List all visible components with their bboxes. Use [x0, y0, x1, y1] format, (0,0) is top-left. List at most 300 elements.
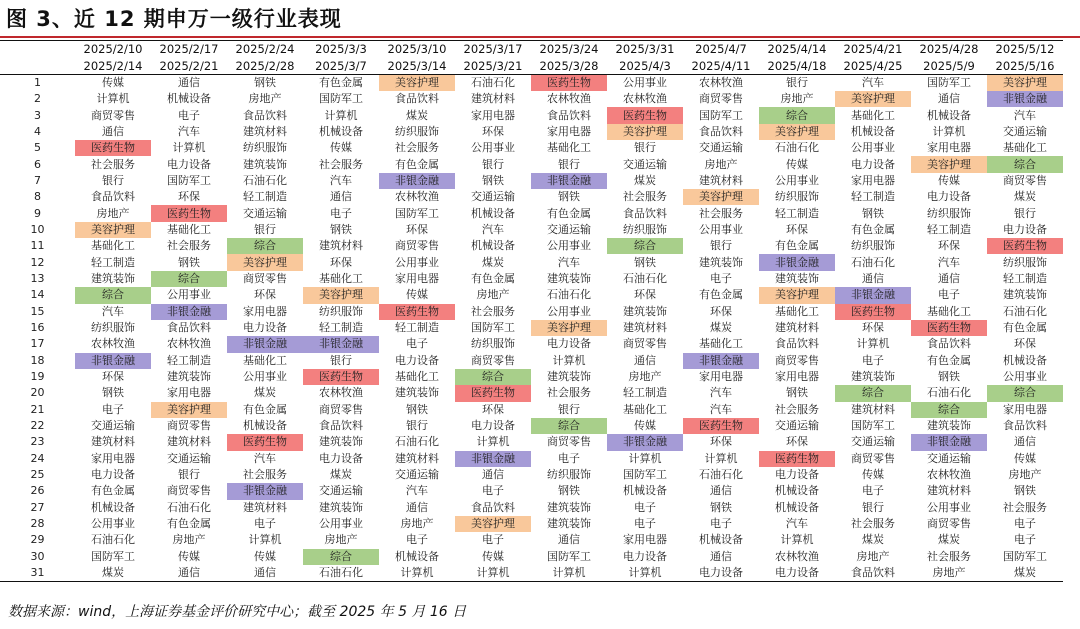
industry-cell: 建筑装饰	[851, 370, 895, 384]
industry-cell: 机械设备	[91, 500, 135, 514]
industry-cell: 汽车	[786, 517, 808, 531]
industry-cell: 美容护理	[379, 74, 455, 91]
industry-cell: 食品饮料	[835, 565, 911, 582]
industry-cell: 有色金属	[319, 75, 363, 89]
industry-cell: 建筑装饰	[927, 419, 971, 433]
industry-cell: 食品饮料	[775, 337, 819, 351]
industry-cell: 非银金融	[455, 451, 531, 467]
industry-cell: 传媒	[254, 549, 276, 563]
industry-cell: 汽车	[178, 124, 200, 138]
industry-cell: 综合	[607, 238, 683, 254]
rank-number: 20	[30, 386, 45, 400]
industry-cell: 煤炭	[254, 386, 276, 400]
industry-cell: 家用电器	[1003, 402, 1047, 416]
industry-cell: 轻工制造	[1003, 271, 1047, 285]
industry-cell: 有色金属	[243, 402, 287, 416]
industry-cell: 汽车	[1014, 108, 1036, 122]
industry-cell: 建筑装饰	[775, 271, 819, 285]
industry-cell: 钢铁	[254, 75, 276, 89]
industry-cell: 建筑装饰	[319, 435, 363, 449]
industry-cell: 美容护理	[759, 124, 835, 140]
industry-cell: 通信	[178, 75, 200, 89]
table-row	[0, 369, 1063, 385]
industry-cell: 家用电器	[851, 173, 895, 187]
period-end-date: 2025/3/7	[303, 57, 379, 74]
industry-cell: 农林牧渔	[547, 92, 591, 106]
industry-cell: 公用事业	[91, 517, 135, 531]
industry-cell: 环保	[1014, 337, 1036, 351]
industry-cell: 美容护理	[151, 402, 227, 418]
industry-cell: 基础化工	[623, 402, 667, 416]
industry-cell: 建筑装饰	[547, 500, 591, 514]
industry-cell: 医药生物	[987, 238, 1063, 254]
period-start-date: 2025/2/17	[151, 41, 227, 58]
industry-cell: 环保	[710, 435, 732, 449]
industry-cell: 商贸零售	[927, 517, 971, 531]
industry-cell: 计算机	[455, 565, 531, 582]
industry-cell: 轻工制造	[395, 321, 439, 335]
industry-cell: 社会服务	[243, 468, 287, 482]
industry-cell: 通信	[227, 565, 303, 582]
industry-cell: 钢铁	[482, 173, 504, 187]
industry-cell: 石油石化	[699, 468, 743, 482]
industry-cell: 传媒	[102, 75, 124, 89]
industry-cell: 煤炭	[938, 533, 960, 547]
industry-cell: 有色金属	[395, 157, 439, 171]
table-row	[0, 124, 1063, 140]
industry-cell: 银行	[558, 402, 580, 416]
industry-cell: 钢铁	[558, 190, 580, 204]
industry-cell: 公用事业	[851, 141, 895, 155]
industry-cell: 农林牧渔	[775, 549, 819, 563]
header-corner	[0, 57, 75, 74]
table-row	[0, 238, 1063, 254]
industry-cell: 家用电器	[623, 533, 667, 547]
industry-cell: 美容护理	[227, 254, 303, 270]
industry-cell: 环保	[710, 304, 732, 318]
rank-number: 7	[34, 173, 41, 187]
industry-cell: 建筑装饰	[243, 157, 287, 171]
industry-cell: 商贸零售	[851, 451, 895, 465]
industry-cell: 建筑材料	[471, 92, 515, 106]
industry-cell: 汽车	[406, 484, 428, 498]
industry-cell: 石油石化	[1003, 304, 1047, 318]
industry-cell: 机械设备	[699, 533, 743, 547]
industry-cell: 国防军工	[1003, 549, 1047, 563]
industry-cell: 家用电器	[775, 370, 819, 384]
table-row	[0, 205, 1063, 221]
industry-cell: 食品饮料	[471, 500, 515, 514]
table-row	[0, 353, 1063, 369]
industry-cell: 钢铁	[938, 370, 960, 384]
industry-cell: 房地产	[1008, 468, 1042, 482]
industry-cell: 计算机	[607, 565, 683, 582]
industry-cell: 商贸零售	[167, 419, 211, 433]
rank-number: 23	[30, 435, 45, 449]
industry-cell: 通信	[710, 484, 732, 498]
rank-number: 9	[34, 206, 41, 220]
industry-cell: 银行	[558, 157, 580, 171]
industry-cell: 医药生物	[835, 304, 911, 320]
industry-cell: 食品饮料	[699, 124, 743, 138]
industry-cell: 公用事业	[319, 517, 363, 531]
industry-cell: 房地产	[856, 549, 890, 563]
period-start-date: 2025/3/24	[531, 41, 607, 58]
industry-cell: 纺织服饰	[243, 141, 287, 155]
rank-number: 17	[30, 337, 45, 351]
industry-cell: 纺织服饰	[91, 321, 135, 335]
industry-cell: 机械设备	[243, 419, 287, 433]
industry-cell: 农林牧渔	[91, 337, 135, 351]
industry-cell: 机械设备	[851, 124, 895, 138]
table-row	[0, 271, 1063, 287]
industry-cell: 建筑装饰	[91, 271, 135, 285]
industry-cell: 商贸零售	[471, 353, 515, 367]
industry-cell: 综合	[75, 287, 151, 303]
table-row	[0, 91, 1063, 107]
period-start-date: 2025/3/17	[455, 41, 531, 58]
industry-cell: 综合	[303, 549, 379, 565]
industry-cell: 公用事业	[927, 500, 971, 514]
industry-cell: 建筑材料	[927, 484, 971, 498]
industry-cell: 环保	[786, 435, 808, 449]
industry-cell: 家用电器	[471, 108, 515, 122]
industry-cell: 电子	[178, 108, 200, 122]
industry-cell: 商贸零售	[319, 402, 363, 416]
period-start-date: 2025/3/3	[303, 41, 379, 58]
industry-cell: 电子	[862, 353, 884, 367]
industry-cell: 电子	[406, 337, 428, 351]
industry-cell: 美容护理	[607, 124, 683, 140]
industry-cell: 公用事业	[547, 239, 591, 253]
industry-cell: 有色金属	[775, 239, 819, 253]
industry-cell: 交通运输	[471, 190, 515, 204]
industry-cell: 机械设备	[775, 500, 819, 514]
industry-cell: 交通运输	[167, 451, 211, 465]
table-row	[0, 385, 1063, 401]
industry-cell: 国防军工	[471, 321, 515, 335]
table-row	[0, 467, 1063, 483]
industry-cell: 电力设备	[623, 549, 667, 563]
industry-cell: 非银金融	[683, 353, 759, 369]
industry-cell: 建筑装饰	[699, 255, 743, 269]
table-row	[0, 434, 1063, 450]
industry-cell: 传媒	[406, 288, 428, 302]
industry-cell: 医药生物	[455, 385, 531, 401]
industry-cell: 环保	[102, 370, 124, 384]
industry-cell: 非银金融	[759, 254, 835, 270]
industry-cell: 计算机	[476, 435, 510, 449]
industry-cell: 医药生物	[379, 304, 455, 320]
industry-cell: 电子	[938, 288, 960, 302]
industry-cell: 食品饮料	[167, 321, 211, 335]
industry-ranking-table	[0, 40, 1063, 582]
table-row	[0, 222, 1063, 238]
industry-cell: 综合	[835, 385, 911, 401]
industry-cell: 传媒	[634, 419, 656, 433]
industry-cell: 医药生物	[607, 107, 683, 123]
period-end-date: 2025/2/14	[75, 57, 151, 74]
industry-cell: 电子	[634, 517, 656, 531]
period-start-date: 2025/4/21	[835, 41, 911, 58]
industry-cell: 美容护理	[531, 320, 607, 336]
table-row	[0, 451, 1063, 467]
industry-cell: 基础化工	[167, 222, 211, 236]
industry-cell: 汽车	[482, 222, 504, 236]
figure-title: 图 3、近 12 期申万一级行业表现	[6, 7, 342, 31]
industry-cell: 基础化工	[91, 239, 135, 253]
industry-cell: 钢铁	[558, 484, 580, 498]
industry-cell: 煤炭	[1014, 190, 1036, 204]
industry-cell: 综合	[987, 385, 1063, 401]
industry-cell: 基础化工	[243, 353, 287, 367]
period-start-date: 2025/2/10	[75, 41, 151, 58]
industry-cell: 建筑装饰	[167, 370, 211, 384]
industry-cell: 煤炭	[75, 565, 151, 582]
industry-cell: 家用电器	[243, 304, 287, 318]
industry-cell: 石油石化	[775, 141, 819, 155]
table-row	[0, 254, 1063, 270]
header-corner	[0, 41, 75, 58]
industry-cell: 房地产	[96, 206, 130, 220]
industry-cell: 银行	[178, 468, 200, 482]
source-note: 数据来源：wind，上海证券基金评价研究中心；截至 2025 年 5 月 16 日	[8, 604, 467, 620]
industry-cell: 房地产	[476, 288, 510, 302]
rank-number: 15	[30, 304, 45, 318]
industry-cell: 电力设备	[683, 565, 759, 582]
industry-cell: 非银金融	[227, 336, 303, 352]
industry-cell: 公用事业	[775, 173, 819, 187]
industry-cell: 国防军工	[547, 549, 591, 563]
industry-cell: 环保	[254, 288, 276, 302]
period-start-date: 2025/4/7	[683, 41, 759, 58]
industry-cell: 银行	[254, 222, 276, 236]
industry-cell: 纺织服饰	[623, 222, 667, 236]
industry-cell: 建筑装饰	[547, 271, 591, 285]
industry-cell: 基础化工	[927, 304, 971, 318]
industry-cell: 社会服务	[775, 402, 819, 416]
rank-number: 26	[30, 484, 45, 498]
industry-cell: 机械设备	[471, 206, 515, 220]
industry-cell: 商贸零售	[1003, 173, 1047, 187]
industry-cell: 通信	[938, 271, 960, 285]
industry-cell: 家用电器	[547, 124, 591, 138]
industry-cell: 有色金属	[167, 517, 211, 531]
industry-cell: 建筑材料	[699, 173, 743, 187]
industry-cell: 电子	[482, 533, 504, 547]
industry-cell: 有色金属	[91, 484, 135, 498]
industry-cell: 综合	[987, 156, 1063, 172]
industry-cell: 煤炭	[862, 533, 884, 547]
industry-cell: 综合	[531, 418, 607, 434]
industry-cell: 石油石化	[927, 386, 971, 400]
industry-cell: 基础化工	[699, 337, 743, 351]
industry-cell: 非银金融	[379, 173, 455, 189]
rank-number: 4	[34, 124, 41, 138]
industry-cell: 房地产	[400, 517, 434, 531]
industry-cell: 计算机	[704, 451, 738, 465]
table-row	[0, 189, 1063, 205]
industry-cell: 公用事业	[395, 255, 439, 269]
industry-cell: 机械设备	[319, 124, 363, 138]
rank-number: 11	[30, 239, 45, 253]
industry-cell: 农林牧渔	[395, 190, 439, 204]
industry-cell: 基础化工	[1003, 141, 1047, 155]
industry-cell: 房地产	[704, 157, 738, 171]
industry-cell: 食品饮料	[91, 190, 135, 204]
industry-cell: 纺织服饰	[775, 190, 819, 204]
industry-cell: 非银金融	[227, 483, 303, 499]
industry-cell: 家用电器	[395, 271, 439, 285]
industry-cell: 非银金融	[151, 304, 227, 320]
industry-cell: 社会服务	[851, 517, 895, 531]
industry-cell: 环保	[938, 239, 960, 253]
rank-number: 3	[34, 108, 41, 122]
industry-cell: 机械设备	[927, 108, 971, 122]
industry-cell: 通信	[710, 549, 732, 563]
industry-cell: 建筑装饰	[547, 517, 591, 531]
industry-cell: 电力设备	[471, 419, 515, 433]
industry-cell: 纺织服饰	[927, 206, 971, 220]
industry-cell: 交通运输	[319, 484, 363, 498]
period-end-date: 2025/5/9	[911, 57, 987, 74]
industry-cell: 电力设备	[243, 321, 287, 335]
industry-cell: 环保	[482, 124, 504, 138]
industry-cell: 银行	[634, 141, 656, 155]
industry-cell: 国防军工	[91, 549, 135, 563]
industry-cell: 电力设备	[851, 157, 895, 171]
period-end-date: 2025/2/21	[151, 57, 227, 74]
industry-cell: 医药生物	[911, 320, 987, 336]
industry-cell: 纺织服饰	[471, 337, 515, 351]
industry-cell: 美容护理	[911, 156, 987, 172]
table-body	[0, 41, 1063, 582]
industry-cell: 计算机	[324, 108, 358, 122]
rank-number: 22	[30, 419, 45, 433]
industry-cell: 石油石化	[167, 500, 211, 514]
period-start-date: 2025/4/28	[911, 41, 987, 58]
industry-cell: 环保	[862, 321, 884, 335]
industry-cell: 房地产	[172, 533, 206, 547]
rank-number: 27	[30, 500, 45, 514]
industry-cell: 医药生物	[683, 418, 759, 434]
rank-number: 12	[30, 255, 45, 269]
industry-cell: 美容护理	[683, 189, 759, 205]
industry-cell: 建筑材料	[167, 435, 211, 449]
industry-cell: 建筑装饰	[395, 386, 439, 400]
industry-cell: 非银金融	[987, 91, 1063, 107]
industry-cell: 纺织服饰	[319, 304, 363, 318]
rank-number: 5	[34, 141, 41, 155]
table-row	[0, 304, 1063, 320]
title-divider	[0, 36, 1080, 38]
industry-cell: 商贸零售	[167, 484, 211, 498]
industry-cell: 社会服务	[395, 141, 439, 155]
industry-cell: 煤炭	[406, 108, 428, 122]
industry-cell: 计算机	[780, 533, 814, 547]
industry-cell: 有色金属	[471, 271, 515, 285]
industry-cell: 银行	[406, 419, 428, 433]
table-row	[0, 402, 1063, 418]
industry-cell: 美容护理	[303, 287, 379, 303]
industry-cell: 通信	[938, 92, 960, 106]
industry-cell: 建筑材料	[623, 321, 667, 335]
rank-number: 28	[30, 517, 45, 531]
industry-cell: 非银金融	[531, 173, 607, 189]
header-row	[0, 41, 1063, 58]
industry-cell: 综合	[759, 107, 835, 123]
industry-cell: 交通运输	[775, 419, 819, 433]
industry-cell: 钢铁	[1014, 484, 1036, 498]
industry-cell: 钢铁	[178, 255, 200, 269]
table-row	[0, 107, 1063, 123]
industry-cell: 商贸零售	[547, 435, 591, 449]
industry-cell: 纺织服饰	[851, 239, 895, 253]
industry-cell: 公用事业	[1003, 370, 1047, 384]
period-start-date: 2025/2/24	[227, 41, 303, 58]
rank-number: 24	[30, 451, 45, 465]
industry-cell: 计算机	[379, 565, 455, 582]
table-row	[0, 173, 1063, 189]
industry-cell: 交通运输	[851, 435, 895, 449]
industry-cell: 煤炭	[482, 255, 504, 269]
industry-cell: 汽车	[938, 255, 960, 269]
industry-cell: 煤炭	[710, 321, 732, 335]
industry-cell: 传媒	[330, 141, 352, 155]
industry-cell: 食品饮料	[623, 206, 667, 220]
industry-cell: 电子	[330, 206, 352, 220]
industry-cell: 轻工制造	[91, 255, 135, 269]
industry-cell: 通信	[862, 271, 884, 285]
table-row	[0, 287, 1063, 303]
industry-cell: 银行	[786, 75, 808, 89]
rank-number: 16	[30, 321, 45, 335]
industry-cell: 汽车	[102, 304, 124, 318]
industry-cell: 建筑材料	[243, 500, 287, 514]
industry-cell: 农林牧渔	[623, 92, 667, 106]
industry-cell: 美容护理	[759, 287, 835, 303]
industry-cell: 食品饮料	[243, 108, 287, 122]
industry-cell: 建筑材料	[395, 451, 439, 465]
industry-cell: 机械设备	[1003, 353, 1047, 367]
industry-cell: 汽车	[558, 255, 580, 269]
industry-cell: 国防军工	[699, 108, 743, 122]
industry-cell: 国防军工	[395, 206, 439, 220]
industry-cell: 社会服务	[1003, 500, 1047, 514]
industry-cell: 农林牧渔	[319, 386, 363, 400]
industry-cell: 纺织服饰	[1003, 255, 1047, 269]
industry-cell: 纺织服饰	[547, 468, 591, 482]
industry-cell: 社会服务	[319, 157, 363, 171]
industry-cell: 建筑装饰	[623, 304, 667, 318]
industry-cell: 社会服务	[623, 190, 667, 204]
industry-cell: 轻工制造	[775, 206, 819, 220]
industry-cell: 轻工制造	[927, 222, 971, 236]
industry-cell: 建筑材料	[851, 402, 895, 416]
industry-cell: 计算机	[856, 337, 890, 351]
industry-cell: 通信	[330, 190, 352, 204]
rank-number: 29	[30, 533, 45, 547]
industry-cell: 非银金融	[911, 434, 987, 450]
table-row	[0, 156, 1063, 172]
industry-cell: 石油石化	[91, 533, 135, 547]
industry-cell: 社会服务	[471, 304, 515, 318]
industry-cell: 石油石化	[243, 173, 287, 187]
industry-cell: 机械设备	[623, 484, 667, 498]
industry-cell: 建筑材料	[319, 239, 363, 253]
industry-cell: 国防军工	[167, 173, 211, 187]
industry-cell: 基础化工	[547, 141, 591, 155]
